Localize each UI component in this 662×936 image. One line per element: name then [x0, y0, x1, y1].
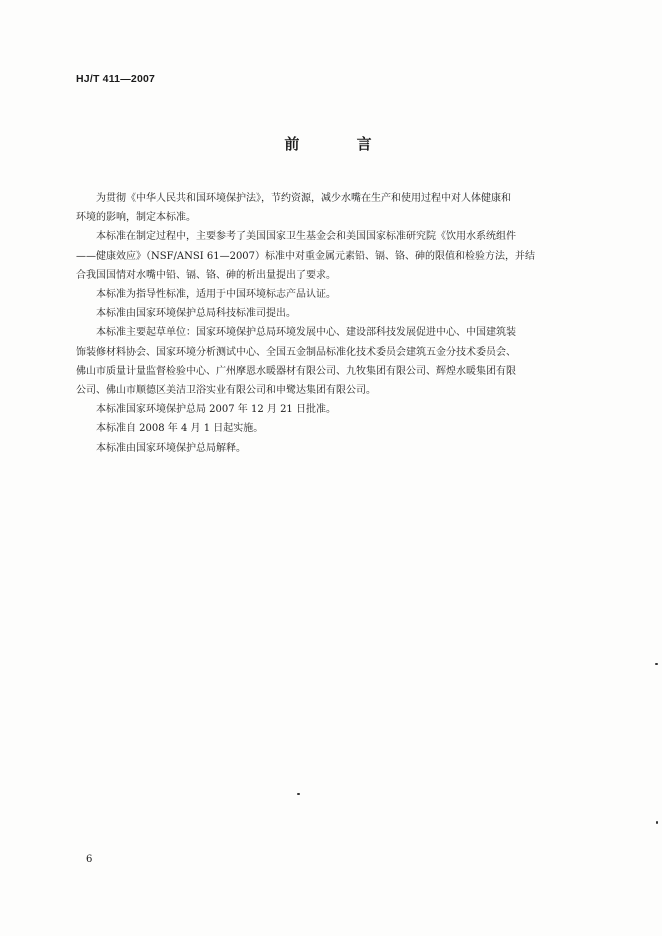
page-title: 前 言: [284, 135, 398, 153]
paragraph-reference: [76, 227, 588, 285]
text-line: 本标准国家环境保护总局 2007 年 12 月 21 日批准。: [96, 404, 336, 416]
text-line: 本标准由国家环境保护总局科技标准司提出。: [96, 308, 296, 320]
paragraph-scope: [76, 285, 588, 304]
standard-code: HJ/T 411—2007: [76, 73, 156, 85]
text-line: 合我国国情对水嘴中铅、镉、铬、砷的析出量提出了要求。: [76, 269, 336, 281]
text-line: 公司、佛山市顺德区美洁卫浴实业有限公司和申鹭达集团有限公司。: [76, 385, 376, 397]
paragraph-proposer: [76, 304, 588, 323]
paragraph-effective-date: [76, 419, 588, 438]
text-line: 本标准在制定过程中，主要参考了美国国家卫生基金会和美国国家标准研究院《饮用水系统组件: [96, 231, 516, 243]
paragraph-interpretation: [76, 439, 588, 458]
scan-speck: [297, 793, 300, 795]
body-text: [76, 189, 588, 458]
text-line: 本标准为指导性标准，适用于中国环境标志产品认证。: [96, 289, 336, 301]
paragraph-purpose: [76, 189, 588, 227]
text-line: ——健康效应》（NSF/ANSI 61—2007）标准中对重金属元素铅、镉、铬、砷的限值和检验方法，并结: [76, 250, 536, 262]
text-line: 环境的影响，制定本标准。: [76, 212, 196, 224]
text-line: 饰装修材料协会、国家环境分析测试中心、全国五金制品标准化技术委员会建筑五金分技术委员会、: [76, 346, 516, 358]
text-line: 佛山市质量计量监督检验中心、广州摩恩水暖器材有限公司、九牧集团有限公司、辉煌水暖集团有限: [76, 365, 516, 377]
text-line: 本标准由国家环境保护总局解释。: [96, 442, 246, 454]
page-number: 6: [86, 854, 93, 865]
paragraph-drafters: [76, 323, 588, 400]
text-line: 本标准自 2008 年 4 月 1 日起实施。: [96, 423, 264, 435]
paragraph-approval: [76, 400, 588, 419]
scan-speck: [655, 663, 658, 665]
scan-speck: [656, 821, 658, 824]
text-line: 本标准主要起草单位：国家环境保护总局环境发展中心、建设部科技发展促进中心、中国建筑装: [96, 327, 516, 339]
text-line: 为贯彻《中华人民共和国环境保护法》，节约资源，减少水嘴在生产和使用过程中对人体健康和: [96, 193, 511, 204]
